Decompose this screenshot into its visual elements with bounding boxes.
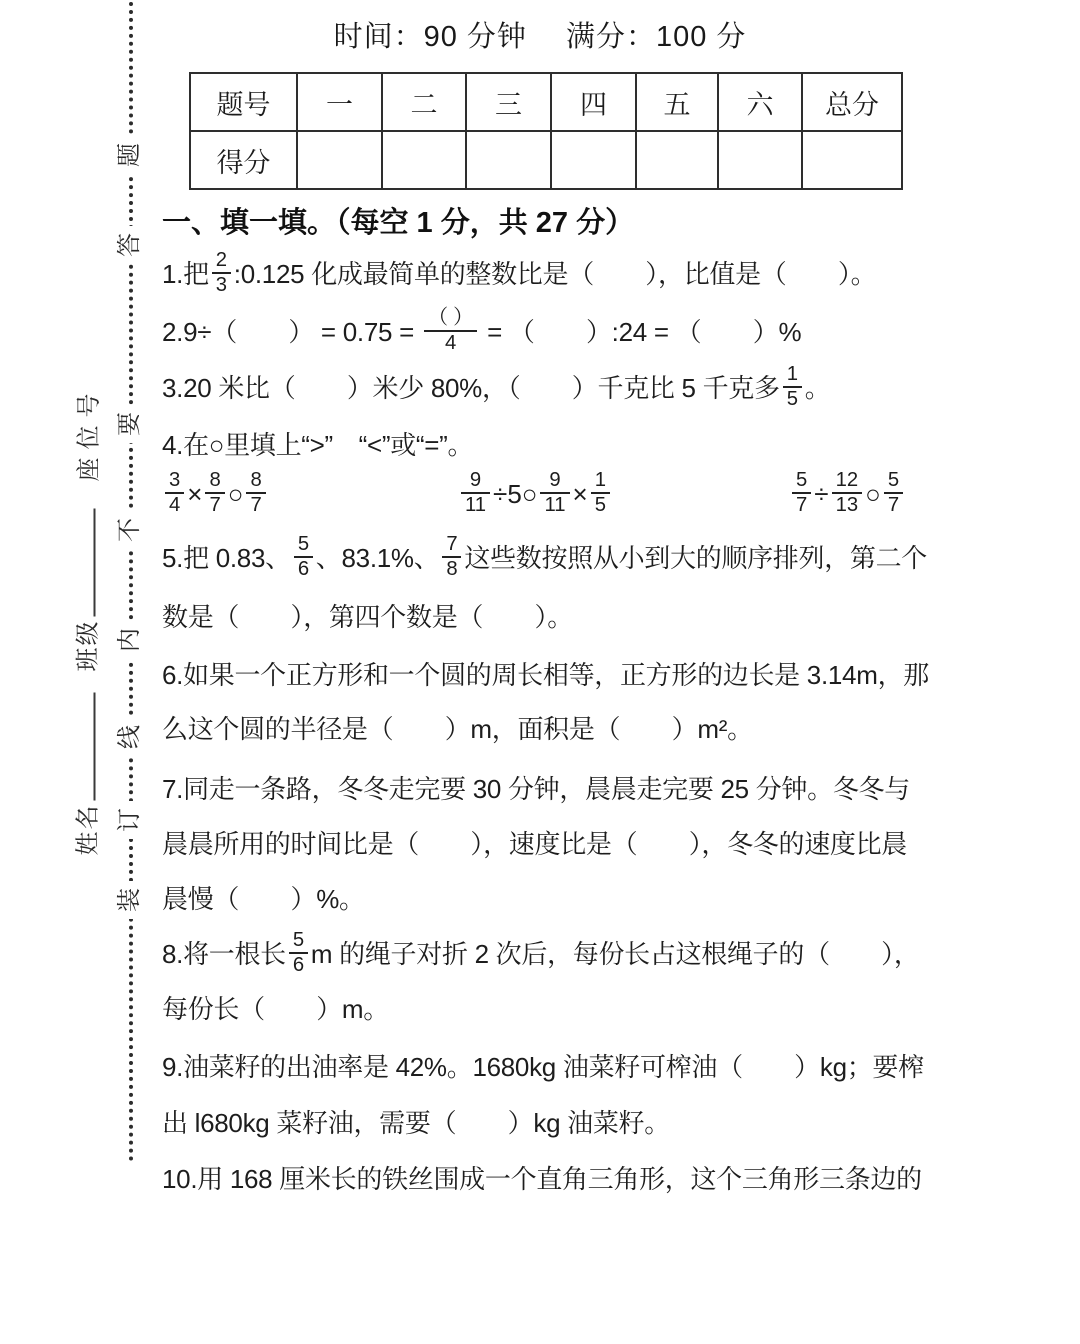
fraction: $\frac{9}{11}$ [461, 469, 490, 518]
binding-char: 要 [113, 405, 147, 443]
score-table-cell-label: 题号 [190, 73, 297, 131]
score-blank-cell [297, 131, 382, 189]
score-table-cell-total: 总分 [802, 73, 902, 131]
question-4-expressions [162, 468, 942, 522]
score-table-cell: 三 [466, 73, 551, 131]
class-label-text: 班级 [74, 619, 102, 672]
score-blank-cell [551, 131, 636, 189]
fraction: $\frac{8}{7}$ [205, 469, 224, 518]
fraction: $\frac{5}{7}$ [792, 469, 811, 518]
score-table-header-row [190, 73, 902, 131]
q4-expression-1: $\frac{3}{4}$ × $\frac{8}{7}$ ○ $\frac{8}{7}$ [162, 468, 269, 520]
binding-char: 装 [113, 881, 147, 919]
fraction: $\frac{7}{8}$ [442, 533, 461, 582]
binding-char: 内 [113, 621, 147, 659]
binding-dotted-line [129, 2, 133, 1162]
fraction: $\frac{1}{5}$ [783, 363, 802, 412]
question-7-line-3: 晨慢（ ）%。 [162, 884, 365, 914]
fraction: $\frac{2}{3}$ [212, 249, 231, 298]
question-9-line-2: 出 l680kg 菜籽油，需要（ ）kg 油菜籽。 [162, 1108, 670, 1138]
name-label [68, 690, 103, 856]
fraction: $\frac{( )}{4}$ [424, 307, 477, 356]
binding-char: 线 [113, 718, 147, 756]
score-table-cell: 二 [382, 73, 466, 131]
binding-char: 不 [113, 511, 147, 549]
fraction: $\frac{5}{6}$ [289, 929, 308, 978]
q4-expression-3: $\frac{5}{7}$ ÷ $\frac{12}{13}$ ○ $\frac{5}{7}$ [789, 468, 906, 520]
question-10: 10.用 168 厘米长的铁丝围成一个直角三角形，这个三角形三条边的 [162, 1164, 922, 1194]
score-blank-cell [466, 131, 551, 189]
score-blank-cell [718, 131, 802, 189]
binding-char: 答 [113, 226, 147, 264]
score-table-cell: 四 [551, 73, 636, 131]
question-2: 2.9÷（ ） = 0.75 = $\frac{( )}{4}$ = （ ）:24 = （ ）% [162, 307, 802, 355]
question-8-line-1: 8.将一根长 $\frac{5}{6}$ m 的绳子对折 2 次后，每份长占这根绳子的（ ）， [162, 929, 920, 977]
score-blank-cell [382, 131, 466, 189]
score-table-cell: 一 [297, 73, 382, 131]
name-label-text: 姓名 [74, 803, 102, 856]
section-title: 一、填一填。（每空 1 分，共 27 分） [162, 207, 635, 239]
question-6-line-2: 么这个圆的半径是（ ）m，面积是（ ）m²。 [162, 714, 753, 744]
question-3: 3.20 米比（ ）米少 80%，（ ）千克比 5 千克多 $\frac{1}{5}$ 。 [162, 363, 831, 411]
question-1: 1.把 $\frac{2}{3}$ :0.125 化成最简单的整数比是（ ），比值是（ ）。 [162, 249, 877, 297]
score-table-cell: 六 [718, 73, 802, 131]
question-5-line-2: 数是（ ），第四个数是（ ）。 [162, 602, 573, 632]
fraction: $\frac{5}{7}$ [884, 469, 903, 518]
class-blank-line [70, 509, 96, 617]
fraction: $\frac{1}{5}$ [591, 469, 610, 518]
fraction: $\frac{5}{6}$ [294, 533, 313, 582]
question-5-line-1: 5.把 0.83、 $\frac{5}{6}$ 、83.1%、 $\frac{7}{8}$ 这些数按照从小到大的顺序排列，第二个 [162, 533, 928, 581]
fraction: $\frac{3}{4}$ [165, 469, 184, 518]
class-label [68, 506, 103, 672]
q4-expression-2: $\frac{9}{11}$ ÷5○ $\frac{9}{11}$ × $\frac{1}{5}$ [458, 468, 613, 520]
question-6-line-1: 6.如果一个正方形和一个圆的周长相等，正方形的边长是 3.14m，那 [162, 660, 929, 690]
name-blank-line [70, 693, 96, 801]
question-7-line-2: 晨晨所用的时间比是（ ），速度比是（ ），冬冬的速度比晨 [162, 829, 908, 859]
binding-char: 题 [113, 136, 147, 174]
question-8-line-2: 每份长（ ）m。 [162, 994, 389, 1024]
fraction: $\frac{8}{7}$ [246, 469, 265, 518]
score-label-cell: 得分 [190, 131, 297, 189]
binding-char: 订 [113, 801, 147, 839]
question-9-line-1: 9.油菜籽的出油率是 42%。1680kg 油菜籽可榨油（ ）kg；要榨 [162, 1052, 924, 1082]
exam-info-line: 时间：90 分钟 满分：100 分 [333, 21, 747, 53]
score-table [189, 72, 903, 190]
fraction: $\frac{9}{11}$ [540, 469, 569, 518]
score-table-score-row [190, 131, 902, 189]
fraction: $\frac{12}{13}$ [832, 469, 863, 518]
score-table-cell: 五 [636, 73, 718, 131]
question-4-intro: 4.在○里填上“>” “<”或“=”。 [162, 430, 474, 460]
question-7-line-1: 7.同走一条路，冬冬走完要 30 分钟，晨晨走完要 25 分钟。冬冬与 [162, 774, 910, 804]
score-blank-cell [802, 131, 902, 189]
seat-number-label: 座位号 [75, 385, 103, 482]
score-blank-cell [636, 131, 718, 189]
